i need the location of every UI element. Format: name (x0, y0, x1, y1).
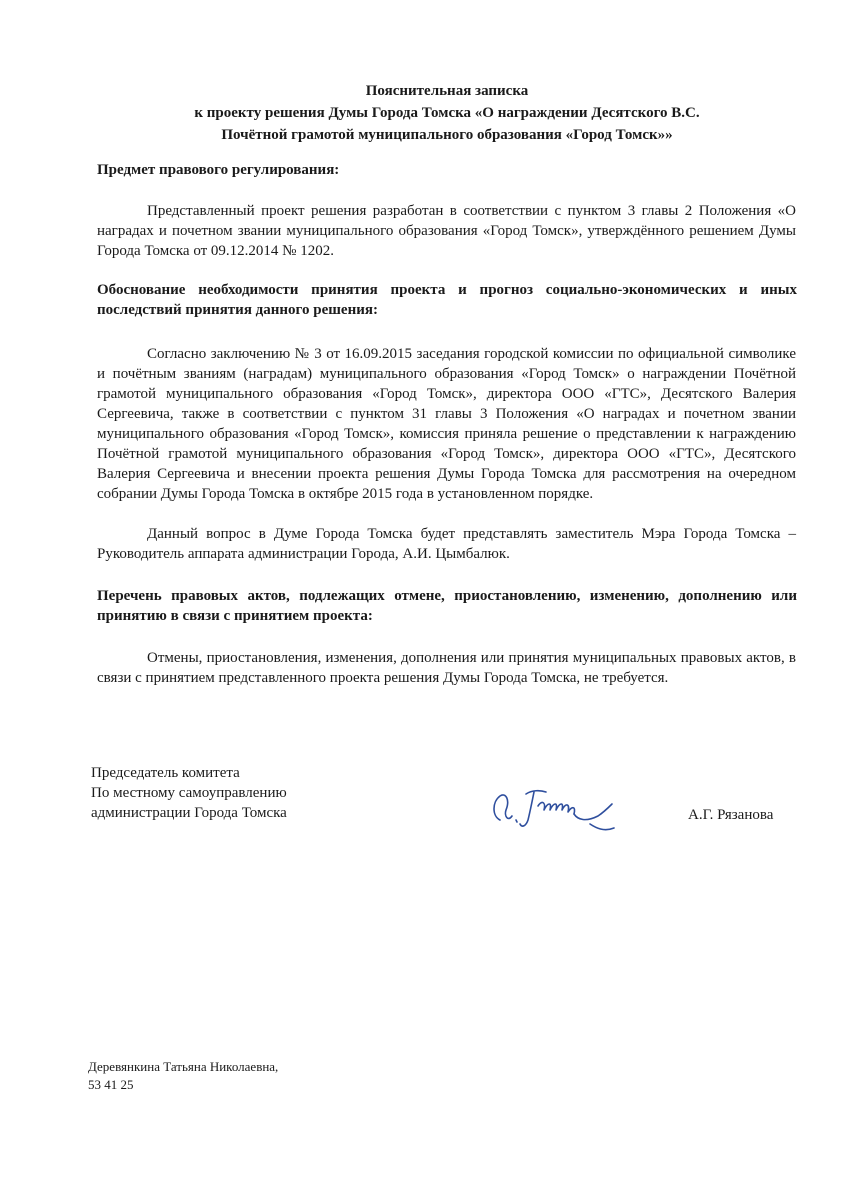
acts-heading: Перечень правовых актов, подлежащих отмене, приостановлению, изменению, дополнению или принятию в связи с принятием проекта: (97, 588, 797, 624)
signer-position-line-1: Председатель комитета (91, 765, 240, 781)
acts-text: Отмены, приостановления, изменения, дополнения или принятия муниципальных правовых актов, в связи с принятием представленного проекта решения Думы Города Томска, не требуется. (97, 650, 796, 686)
signer-position (91, 763, 287, 823)
contact-phone: 53 41 25 (88, 1077, 134, 1092)
signer-position-line-3: администрации Города Томска (91, 805, 287, 821)
justification-text-2: Данный вопрос в Думе Города Томска будет представлять заместитель Мэра Города Томска – Руководитель аппарата администрации Города, А.И. Цымбалюк. (97, 526, 796, 562)
acts-paragraph (97, 648, 796, 688)
contact-info (88, 1058, 278, 1094)
contact-name: Деревянкина Татьяна Николаевна, (88, 1059, 279, 1074)
subject-paragraph (97, 201, 796, 261)
title-line-3: Почётной грамотой муниципального образования «Город Томск»» (221, 127, 673, 143)
subject-heading: Предмет правового регулирования: (97, 162, 340, 178)
justification-paragraph-2 (97, 524, 796, 564)
title-line-1: Пояснительная записка (365, 83, 529, 99)
justification-text-1: Согласно заключению № 3 от 16.09.2015 заседания городской комиссии по официальной символике и почётным званиям (наградам) муниципального образования «Город Томск» о награждении Почётной грамотой муниципального образования «Город Томск», директора ООО «ГТС», Десятского Валерия Сергеевича, также в соответствии с пунктом 31 главы 3 Положения «О наградах и почетном звании муниципального образования «Город Томск», комиссия приняла решение о представлении к награждению Почётной грамотой муниципального образования «Город Томск», директора ООО «ГТС», Десятского Валерия Сергеевича и внесении проекта решения Думы Города Томска для рассмотрения на очередном собрании Думы Города Томска в октябре 2015 года в установленном порядке. (97, 346, 796, 502)
justification-heading: Обоснование необходимости принятия проекта и прогноз социально-экономических и иных последствий принятия данного решения: (97, 282, 797, 318)
document-title (100, 80, 794, 146)
handwritten-signature (486, 780, 636, 840)
signer-name: А.Г. Рязанова (688, 807, 774, 823)
title-line-2: к проекту решения Думы Города Томска «О награждении Десятского В.С. (194, 105, 700, 121)
signer-position-line-2: По местному самоуправлению (91, 785, 287, 801)
subject-text: Представленный проект решения разработан в соответствии с пунктом 3 главы 2 Положения «О наградах и почетном звании муниципального образования «Город Томск», утверждённого решением Думы Города Томска от 09.12.2014 № 1202. (97, 203, 796, 259)
justification-paragraph-1 (97, 344, 796, 504)
